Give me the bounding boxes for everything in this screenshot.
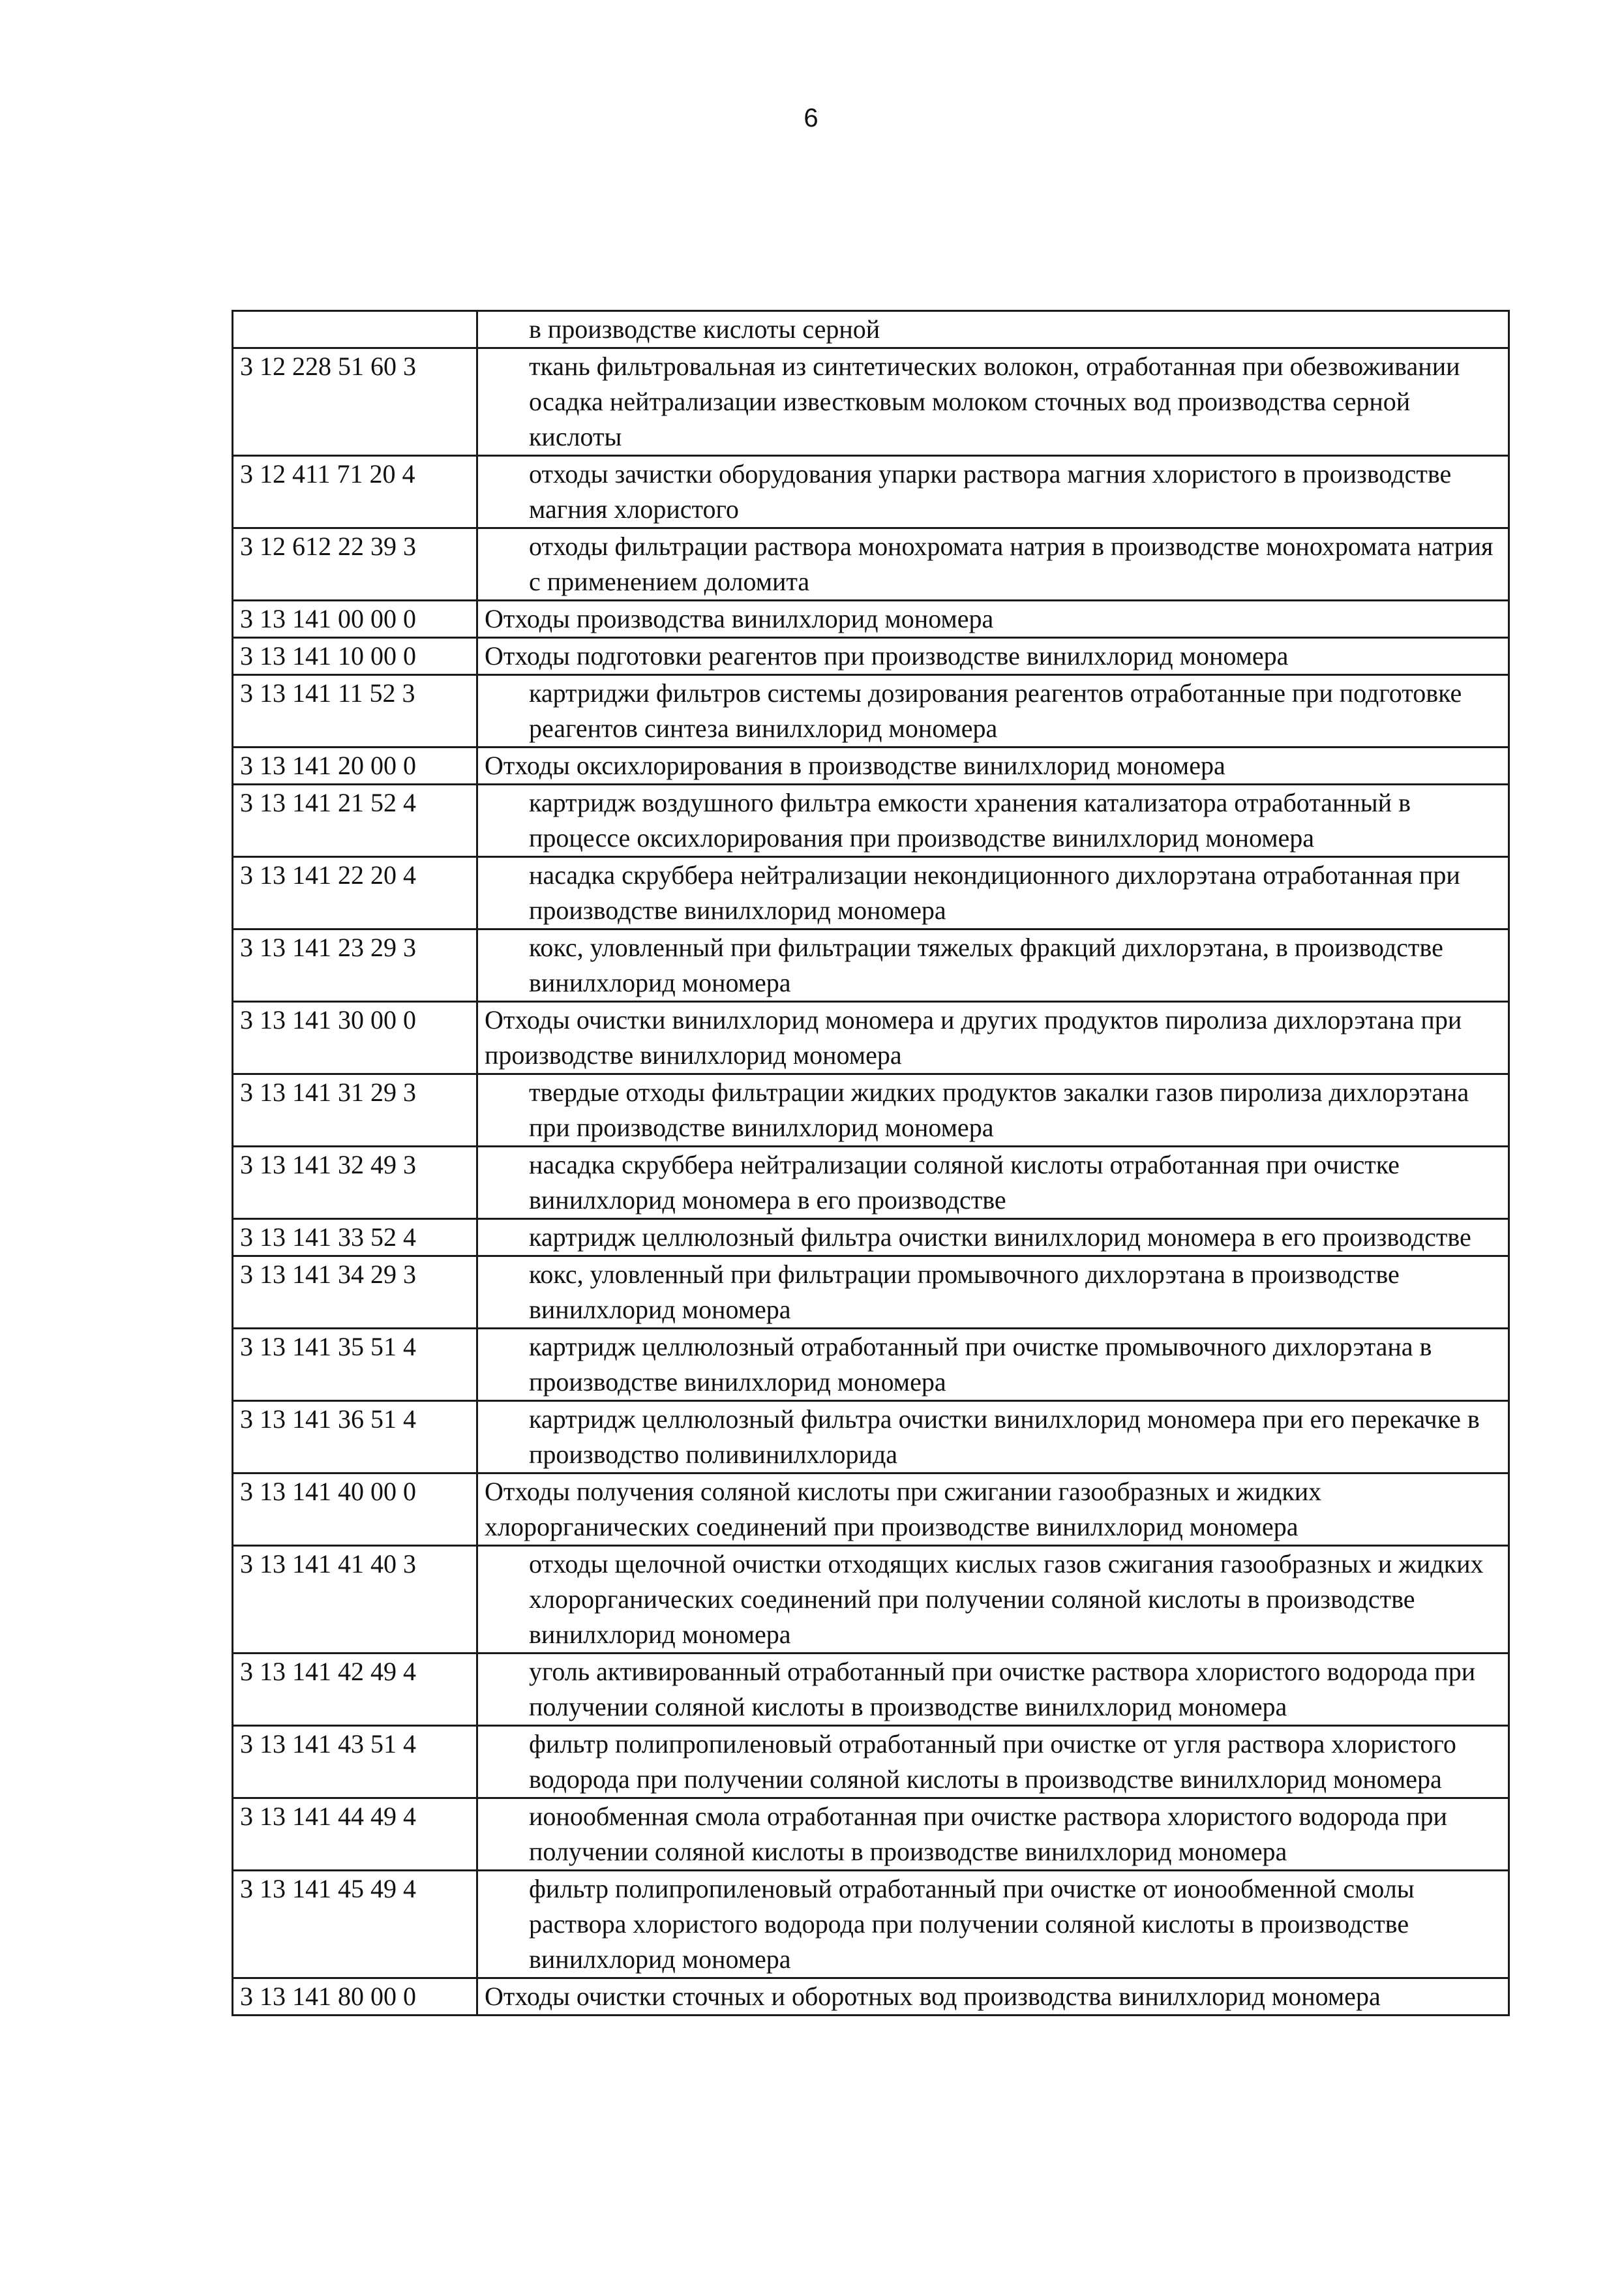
waste-item-description: картриджи фильтров системы дозирования реагентов отработанные при подготовке реагентов синтеза винилхлорид мономера [477,675,1509,748]
waste-code-cell: 3 13 141 30 00 0 [233,1002,477,1074]
waste-item-description: фильтр полипропиленовый отработанный при очистке от угля раствора хлористого водорода при получении соляной кислоты в производстве винилхлорид мономера [477,1726,1509,1798]
waste-group-heading: Отходы очистки сточных и оборотных вод производства винилхлорид мономера [477,1978,1509,2016]
waste-code-cell [233,311,477,348]
table-row [233,348,1509,456]
table-row [233,456,1509,528]
waste-group-heading: Отходы очистки винилхлорид мономера и других продуктов пиролиза дихлорэтана при производстве винилхлорид мономера [477,1002,1509,1074]
table-row [233,1401,1509,1473]
table-row [233,1002,1509,1074]
waste-group-heading: Отходы производства винилхлорид мономера [477,601,1509,638]
table-row [233,528,1509,601]
waste-group-heading: Отходы подготовки реагентов при производстве винилхлорид мономера [477,638,1509,675]
table-row [233,1147,1509,1219]
waste-code-cell: 3 12 612 22 39 3 [233,528,477,601]
table-row [233,1329,1509,1401]
waste-code-cell: 3 13 141 32 49 3 [233,1147,477,1219]
table-row [233,601,1509,638]
table-row [233,311,1509,348]
waste-code-cell: 3 13 141 00 00 0 [233,601,477,638]
waste-item-description: уголь активированный отработанный при очистке раствора хлористого водорода при получении соляной кислоты в производстве винилхлорид мономера [477,1654,1509,1726]
waste-code-cell: 3 13 141 43 51 4 [233,1726,477,1798]
waste-item-description: картридж целлюлозный отработанный при очистке промывочного дихлорэтана в производстве винилхлорид мономера [477,1329,1509,1401]
waste-code-cell: 3 13 141 44 49 4 [233,1798,477,1871]
table-row [233,1798,1509,1871]
table-row [233,1871,1509,1978]
waste-group-heading: Отходы оксихлорирования в производстве винилхлорид мономера [477,748,1509,785]
waste-code-cell: 3 13 141 10 00 0 [233,638,477,675]
waste-item-description: насадка скруббера нейтрализации некондиционного дихлорэтана отработанная при производстве винилхлорид мономера [477,857,1509,929]
waste-code-cell: 3 13 141 22 20 4 [233,857,477,929]
waste-code-cell: 3 13 141 11 52 3 [233,675,477,748]
waste-code-cell: 3 13 141 34 29 3 [233,1256,477,1329]
waste-item-description: отходы щелочной очистки отходящих кислых газов сжигания газообразных и жидких хлорорганических соединений при получении соляной кислоты в производстве винилхлорид мономера [477,1546,1509,1654]
waste-item-description: картридж целлюлозный фильтра очистки винилхлорид мономера в его производстве [477,1219,1509,1256]
table-row [233,1726,1509,1798]
table-row [233,748,1509,785]
table-row [233,638,1509,675]
waste-item-description: фильтр полипропиленовый отработанный при очистке от ионообменной смолы раствора хлористого водорода при получении соляной кислоты в производстве винилхлорид мономера [477,1871,1509,1978]
table-row [233,1473,1509,1546]
waste-group-heading: Отходы получения соляной кислоты при сжигании газообразных и жидких хлорорганических соединений при производстве винилхлорид мономера [477,1473,1509,1546]
waste-code-cell: 3 13 141 23 29 3 [233,929,477,1002]
waste-code-cell: 3 13 141 33 52 4 [233,1219,477,1256]
waste-item-description: твердые отходы фильтрации жидких продуктов закалки газов пиролиза дихлорэтана при производстве винилхлорид мономера [477,1074,1509,1147]
waste-item-description: отходы зачистки оборудования упарки раствора магния хлористого в производстве магния хлористого [477,456,1509,528]
table-row [233,857,1509,929]
waste-code-cell: 3 13 141 42 49 4 [233,1654,477,1726]
waste-item-description: ткань фильтровальная из синтетических волокон, отработанная при обезвоживании осадка нейтрализации известковым молоком сточных вод производства серной кислоты [477,348,1509,456]
waste-code-cell: 3 13 141 36 51 4 [233,1401,477,1473]
waste-code-cell: 3 13 141 40 00 0 [233,1473,477,1546]
table-row [233,1256,1509,1329]
table-row [233,1074,1509,1147]
waste-item-description: отходы фильтрации раствора монохромата натрия в производстве монохромата натрия с применением доломита [477,528,1509,601]
waste-code-cell: 3 13 141 21 52 4 [233,785,477,857]
table-row [233,1654,1509,1726]
waste-code-cell: 3 12 411 71 20 4 [233,456,477,528]
waste-code-cell: 3 13 141 20 00 0 [233,748,477,785]
waste-code-cell: 3 13 141 35 51 4 [233,1329,477,1401]
page-number: 6 [803,104,819,132]
table-row [233,785,1509,857]
table-row [233,929,1509,1002]
waste-item-description: насадка скруббера нейтрализации соляной кислоты отработанная при очистке винилхлорид мономера в его производстве [477,1147,1509,1219]
table-body [233,311,1509,2016]
waste-code-cell: 3 13 141 41 40 3 [233,1546,477,1654]
waste-code-cell: 3 13 141 45 49 4 [233,1871,477,1978]
table-row [233,1978,1509,2016]
waste-code-cell: 3 13 141 31 29 3 [233,1074,477,1147]
waste-code-cell: 3 12 228 51 60 3 [233,348,477,456]
waste-item-description: ионообменная смола отработанная при очистке раствора хлористого водорода при получении соляной кислоты в производстве винилхлорид мономера [477,1798,1509,1871]
waste-code-cell: 3 13 141 80 00 0 [233,1978,477,2016]
table-row [233,675,1509,748]
waste-item-description: кокс, уловленный при фильтрации тяжелых фракций дихлорэтана, в производстве винилхлорид мономера [477,929,1509,1002]
waste-item-description: в производстве кислоты серной [477,311,1509,348]
waste-item-description: кокс, уловленный при фильтрации промывочного дихлорэтана в производстве винилхлорид мономера [477,1256,1509,1329]
table-row [233,1546,1509,1654]
waste-classification-table [232,310,1510,2016]
waste-item-description: картридж целлюлозный фильтра очистки винилхлорид мономера при его перекачке в производство поливинилхлорида [477,1401,1509,1473]
table-row [233,1219,1509,1256]
waste-item-description: картридж воздушного фильтра емкости хранения катализатора отработанный в процессе оксихлорирования при производстве винилхлорид мономера [477,785,1509,857]
